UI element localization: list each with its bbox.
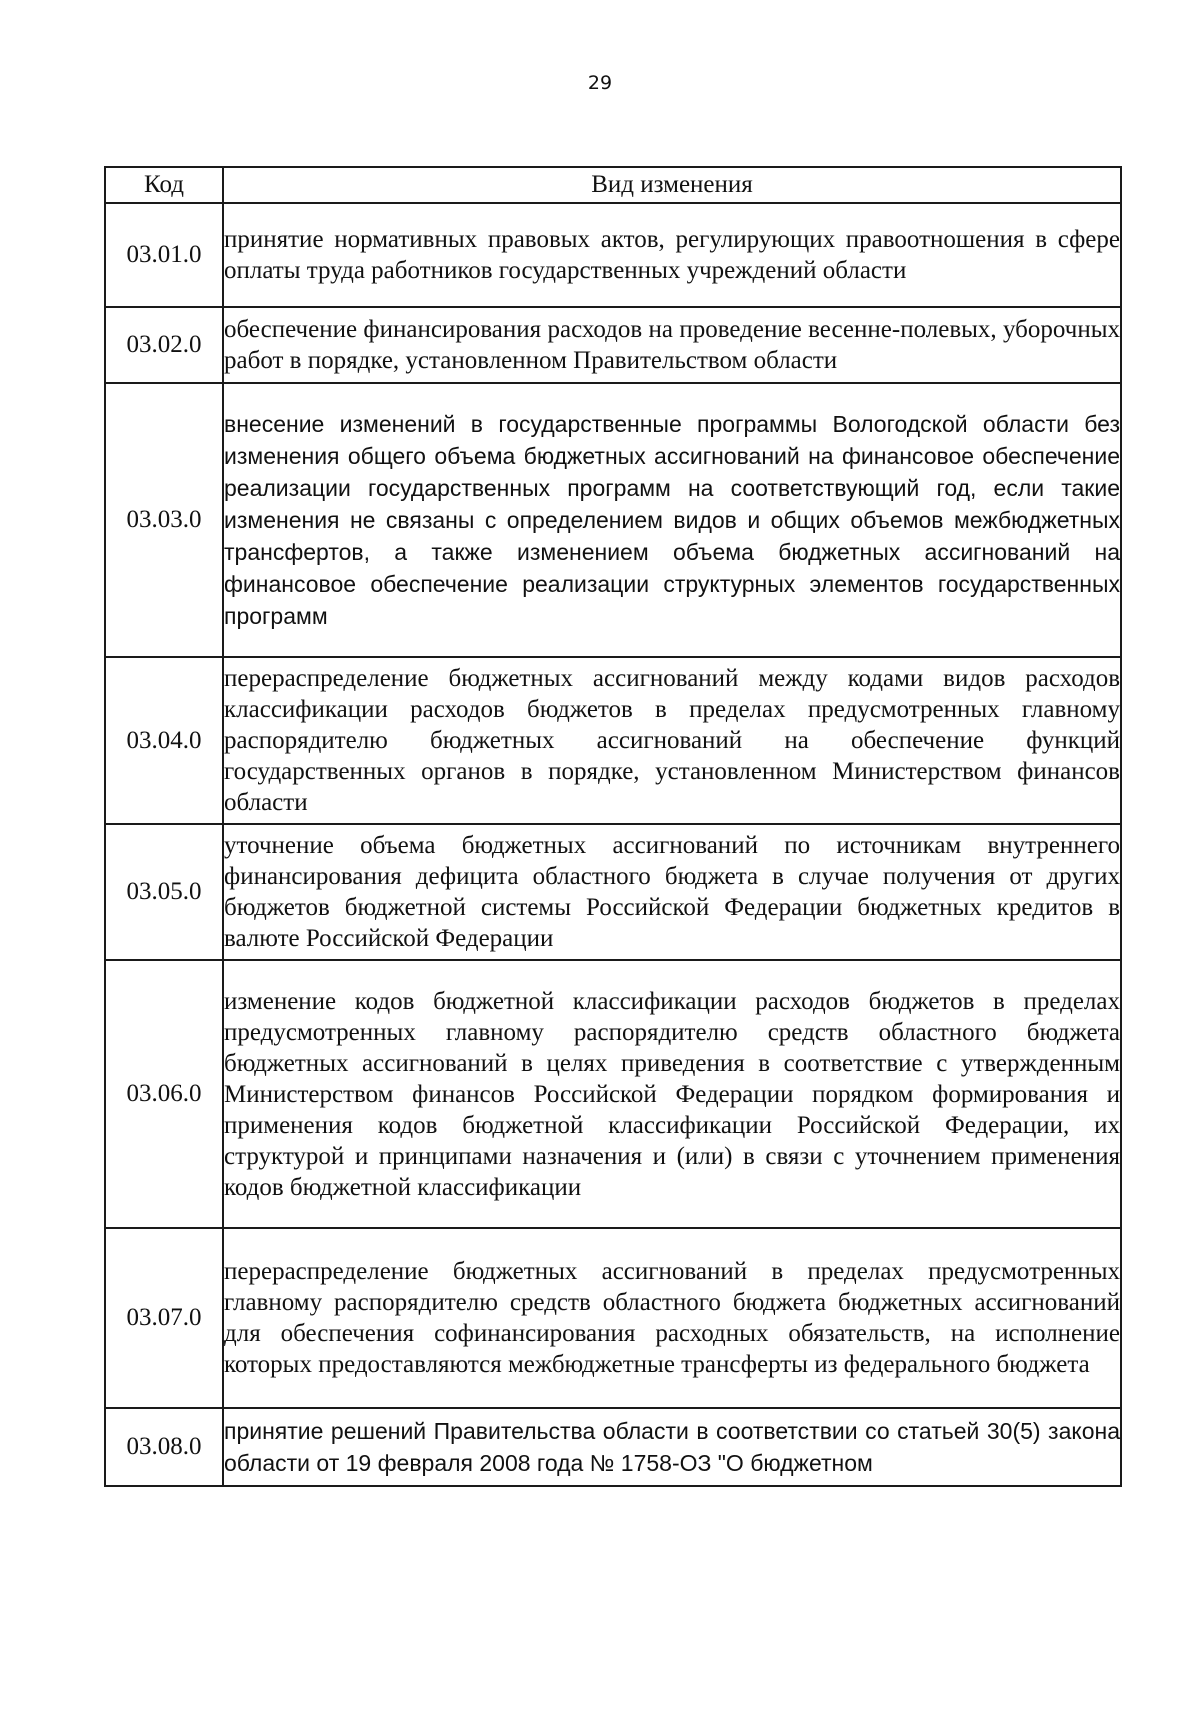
row-code: 03.07.0	[105, 1228, 223, 1408]
table-header-row	[105, 167, 1121, 203]
row-code: 03.05.0	[105, 824, 223, 960]
row-description-cell	[223, 1228, 1121, 1408]
row-code: 03.03.0	[105, 383, 223, 657]
row-description-cell	[223, 824, 1121, 960]
row-code: 03.06.0	[105, 960, 223, 1228]
row-description: принятие нормативных правовых актов, регулирующих правоотношения в сфере оплаты труда работников государственных учреждений области	[224, 226, 1120, 284]
column-header-description: Вид изменения	[223, 167, 1121, 203]
row-code: 03.04.0	[105, 657, 223, 824]
table-row	[105, 383, 1121, 657]
row-code: 03.02.0	[105, 307, 223, 383]
row-code: 03.08.0	[105, 1408, 223, 1486]
column-header-code: Код	[105, 167, 223, 203]
row-description-cell	[223, 1408, 1121, 1486]
table-row	[105, 657, 1121, 824]
row-description: перераспределение бюджетных ассигнований в пределах предусмотренных главному распорядителю средств областного бюджета бюджетных ассигнований для обеспечения софинансирования расходных обязательств, на исполнение которых предоставляются межбюджетные трансферты из федерального бюджета	[224, 1258, 1120, 1378]
table-row	[105, 1228, 1121, 1408]
table-row	[105, 203, 1121, 307]
table-row	[105, 824, 1121, 960]
row-description-cell	[223, 383, 1121, 657]
row-description: обеспечение финансирования расходов на проведение весенне-полевых, уборочных работ в порядке, установленном Правительством области	[224, 316, 1120, 374]
row-description: перераспределение бюджетных ассигнований между кодами видов расходов классификации расходов бюджетов в пределах предусмотренных главному распорядителю бюджетных ассигнований на обеспечение функций государственных органов в порядке, установленном Министерством финансов области	[224, 665, 1120, 816]
row-description-cell	[223, 203, 1121, 307]
row-description-cell	[223, 657, 1121, 824]
row-description: внесение изменений в государственные программы Вологодской области без изменения общего объема бюджетных ассигнований на финансовое обеспечение реализации государственных программ на соответствующий год, если такие изменения не связаны с определением видов и общих объемов межбюджетных трансфертов, а также изменением объема бюджетных ассигнований на финансовое обеспечение реализации структурных элементов государственных программ	[224, 411, 1120, 629]
row-description-cell	[223, 307, 1121, 383]
table-row	[105, 1408, 1121, 1486]
row-description: изменение кодов бюджетной классификации расходов бюджетов в пределах предусмотренных главному распорядителю средств областного бюджета бюджетных ассигнований в целях приведения в соответствие с утвержденным Министерством финансов Российской Федерации порядком формирования и применения кодов бюджетной классификации Российской Федерации, их структурой и принципами назначения и (или) в связи с уточнением применения кодов бюджетной классификации	[224, 987, 1120, 1201]
table-row	[105, 960, 1121, 1228]
row-description-cell	[223, 960, 1121, 1228]
table-row	[105, 307, 1121, 383]
page-number: 29	[587, 72, 613, 94]
row-description: уточнение объема бюджетных ассигнований по источникам внутреннего финансирования дефицита областного бюджета в случае получения от других бюджетов бюджетной системы Российской Федерации бюджетных кредитов в валюте Российской Федерации	[224, 832, 1120, 952]
row-description: принятие решений Правительства области в соответствии со статьей 30(5) закона области от 19 февраля 2008 года № 1758-ОЗ "О бюджетном	[224, 1418, 1120, 1476]
changes-table	[104, 166, 1122, 1487]
row-code: 03.01.0	[105, 203, 223, 307]
